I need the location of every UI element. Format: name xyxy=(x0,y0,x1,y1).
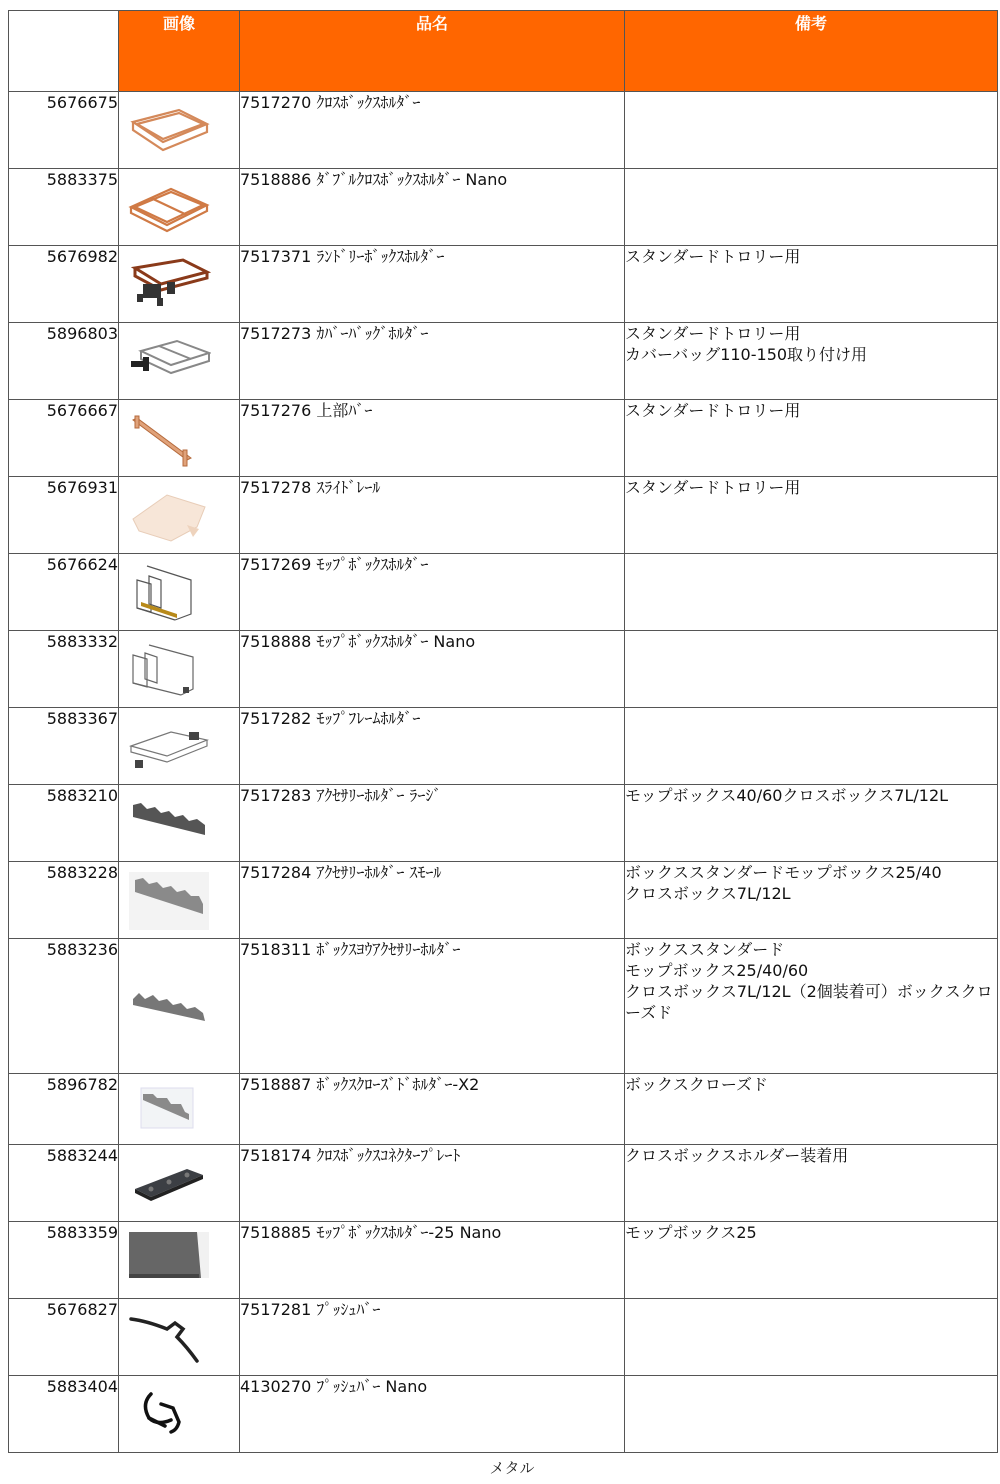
part-image-cell xyxy=(119,400,240,477)
note-line: クロスボックス7L/12L xyxy=(625,884,791,903)
part-name: 7518886 ﾀﾞﾌﾞﾙｸﾛｽﾎﾞｯｸｽﾎﾙﾀﾞｰ Nano xyxy=(240,169,625,246)
part-image-cell xyxy=(119,246,240,323)
part-name: 7517273 ｶﾊﾞｰﾊﾞｯｸﾞﾎﾙﾀﾞｰ xyxy=(240,323,625,400)
table-row xyxy=(9,1074,998,1145)
mop-box-holder-nano-icon xyxy=(127,639,211,701)
header-row xyxy=(9,11,998,92)
table-row xyxy=(9,323,998,400)
double-cross-box-holder-icon xyxy=(127,177,211,239)
part-code: 5676827 xyxy=(9,1299,119,1376)
table-row xyxy=(9,1376,998,1453)
note-line: モップボックス25 xyxy=(625,1223,757,1242)
part-name: 7517276 上部ﾊﾞｰ xyxy=(240,400,625,477)
note-line: スタンダードトロリー用 xyxy=(625,247,801,266)
laundry-box-holder-icon xyxy=(127,254,211,316)
box-closed-holder-icon xyxy=(127,1082,211,1144)
header-name: 品名 xyxy=(240,11,625,92)
note-line: スタンダードトロリー用 xyxy=(625,324,801,343)
header-note: 備考 xyxy=(625,11,998,92)
part-note xyxy=(625,323,998,400)
note-line: スタンダードトロリー用 xyxy=(625,401,801,420)
part-code: 5676675 xyxy=(9,92,119,169)
part-name: 7517281 ﾌﾟｯｼｭﾊﾞｰ xyxy=(240,1299,625,1376)
mop-frame-holder-icon xyxy=(127,716,211,778)
footer-label: メタル xyxy=(489,1459,535,1477)
part-image-cell xyxy=(119,92,240,169)
note-line: ボックススタンダードモップボックス25/40 xyxy=(625,863,942,882)
part-image-cell xyxy=(119,1222,240,1299)
part-note xyxy=(625,1074,998,1145)
note-line: カバーバッグ110-150取り付け用 xyxy=(625,345,868,364)
part-name: 7518888 ﾓｯﾌﾟﾎﾞｯｸｽﾎﾙﾀﾞｰ Nano xyxy=(240,631,625,708)
table-row xyxy=(9,169,998,246)
part-image-cell xyxy=(119,323,240,400)
part-note xyxy=(625,554,998,631)
part-name: 7518311 ﾎﾞｯｸｽﾖｳｱｸｾｻﾘｰﾎﾙﾀﾞｰ xyxy=(240,939,625,1074)
part-name: 7518887 ﾎﾞｯｸｽｸﾛｰｽﾞﾄﾞﾎﾙﾀﾞｰ-X2 xyxy=(240,1074,625,1145)
note-line: ボックスクローズド xyxy=(625,1075,769,1094)
part-note xyxy=(625,631,998,708)
part-name: 7517282 ﾓｯﾌﾟﾌﾚｰﾑﾎﾙﾀﾞｰ xyxy=(240,708,625,785)
mop-box-holder-25-icon xyxy=(127,1230,211,1292)
part-code: 5883244 xyxy=(9,1145,119,1222)
table-row xyxy=(9,1222,998,1299)
part-note xyxy=(625,400,998,477)
part-code: 5883228 xyxy=(9,862,119,939)
table-row xyxy=(9,1145,998,1222)
part-note xyxy=(625,862,998,939)
header-blank xyxy=(9,11,119,92)
push-bar-icon xyxy=(127,1307,211,1369)
table-row xyxy=(9,631,998,708)
part-note xyxy=(625,169,998,246)
part-name: 7517371 ﾗﾝﾄﾞﾘｰﾎﾞｯｸｽﾎﾙﾀﾞｰ xyxy=(240,246,625,323)
note-line: スタンダードトロリー用 xyxy=(625,478,801,497)
table-row xyxy=(9,939,998,1074)
part-name: 7518174 ｸﾛｽﾎﾞｯｸｽｺﾈｸﾀｰﾌﾟﾚｰﾄ xyxy=(240,1145,625,1222)
part-name: 7517269 ﾓｯﾌﾟﾎﾞｯｸｽﾎﾙﾀﾞｰ xyxy=(240,554,625,631)
part-code: 5896803 xyxy=(9,323,119,400)
part-image-cell xyxy=(119,1299,240,1376)
table-row xyxy=(9,92,998,169)
part-image-cell xyxy=(119,477,240,554)
mop-box-holder-icon xyxy=(127,562,211,624)
part-code: 5883236 xyxy=(9,939,119,1074)
header-image: 画像 xyxy=(119,11,240,92)
part-note xyxy=(625,1376,998,1453)
part-code: 5883210 xyxy=(9,785,119,862)
part-code: 5676982 xyxy=(9,246,119,323)
top-bar-icon xyxy=(127,408,211,470)
connector-plate-icon xyxy=(127,1153,211,1215)
part-note xyxy=(625,1222,998,1299)
note-line: ボックススタンダード xyxy=(625,940,785,959)
part-code: 5883359 xyxy=(9,1222,119,1299)
part-name: 7517278 ｽﾗｲﾄﾞﾚｰﾙ xyxy=(240,477,625,554)
box-accessory-holder-icon xyxy=(127,973,211,1035)
table-row xyxy=(9,785,998,862)
part-name: 7517283 ｱｸｾｻﾘｰﾎﾙﾀﾞｰ ﾗｰｼﾞ xyxy=(240,785,625,862)
slide-rail-icon xyxy=(127,485,211,547)
table-body xyxy=(9,92,998,1453)
part-note xyxy=(625,1145,998,1222)
part-note xyxy=(625,785,998,862)
table-row xyxy=(9,1299,998,1376)
table-row xyxy=(9,554,998,631)
part-image-cell xyxy=(119,169,240,246)
accessory-holder-large-icon xyxy=(127,793,211,855)
part-note xyxy=(625,92,998,169)
part-image-cell xyxy=(119,785,240,862)
cross-box-holder-icon xyxy=(127,100,211,162)
note-line: クロスボックスホルダー装着用 xyxy=(625,1146,849,1165)
part-name: 7517270 ｸﾛｽﾎﾞｯｸｽﾎﾙﾀﾞｰ xyxy=(240,92,625,169)
note-line: クロスボックス7L/12L（2個装着可）ボックスクローズド xyxy=(625,982,993,1022)
part-note xyxy=(625,939,998,1074)
note-line: モップボックス40/60クロスボックス7L/12L xyxy=(625,786,949,805)
part-code: 5676624 xyxy=(9,554,119,631)
part-code: 5883375 xyxy=(9,169,119,246)
table-row xyxy=(9,862,998,939)
table-row xyxy=(9,708,998,785)
part-image-cell xyxy=(119,708,240,785)
accessory-holder-small-icon xyxy=(127,870,211,932)
part-image-cell xyxy=(119,1145,240,1222)
part-image-cell xyxy=(119,939,240,1074)
part-note xyxy=(625,477,998,554)
part-image-cell xyxy=(119,862,240,939)
part-note xyxy=(625,1299,998,1376)
parts-table xyxy=(8,10,998,1453)
part-code: 5896782 xyxy=(9,1074,119,1145)
table-row xyxy=(9,477,998,554)
part-name: 7518885 ﾓｯﾌﾟﾎﾞｯｸｽﾎﾙﾀﾞｰ-25 Nano xyxy=(240,1222,625,1299)
note-line: モップボックス25/40/60 xyxy=(625,961,809,980)
part-code: 5883332 xyxy=(9,631,119,708)
part-code: 5883367 xyxy=(9,708,119,785)
part-name: 4130270 ﾌﾟｯｼｭﾊﾞｰ Nano xyxy=(240,1376,625,1453)
part-image-cell xyxy=(119,554,240,631)
push-bar-nano-icon xyxy=(127,1384,211,1446)
part-image-cell xyxy=(119,1074,240,1145)
part-code: 5676667 xyxy=(9,400,119,477)
part-note xyxy=(625,246,998,323)
part-code: 5883404 xyxy=(9,1376,119,1453)
part-image-cell xyxy=(119,1376,240,1453)
part-note xyxy=(625,708,998,785)
table-row xyxy=(9,246,998,323)
part-code: 5676931 xyxy=(9,477,119,554)
part-name: 7517284 ｱｸｾｻﾘｰﾎﾙﾀﾞｰ ｽﾓｰﾙ xyxy=(240,862,625,939)
cover-bag-holder-icon xyxy=(127,331,211,393)
table-row xyxy=(9,400,998,477)
part-image-cell xyxy=(119,631,240,708)
